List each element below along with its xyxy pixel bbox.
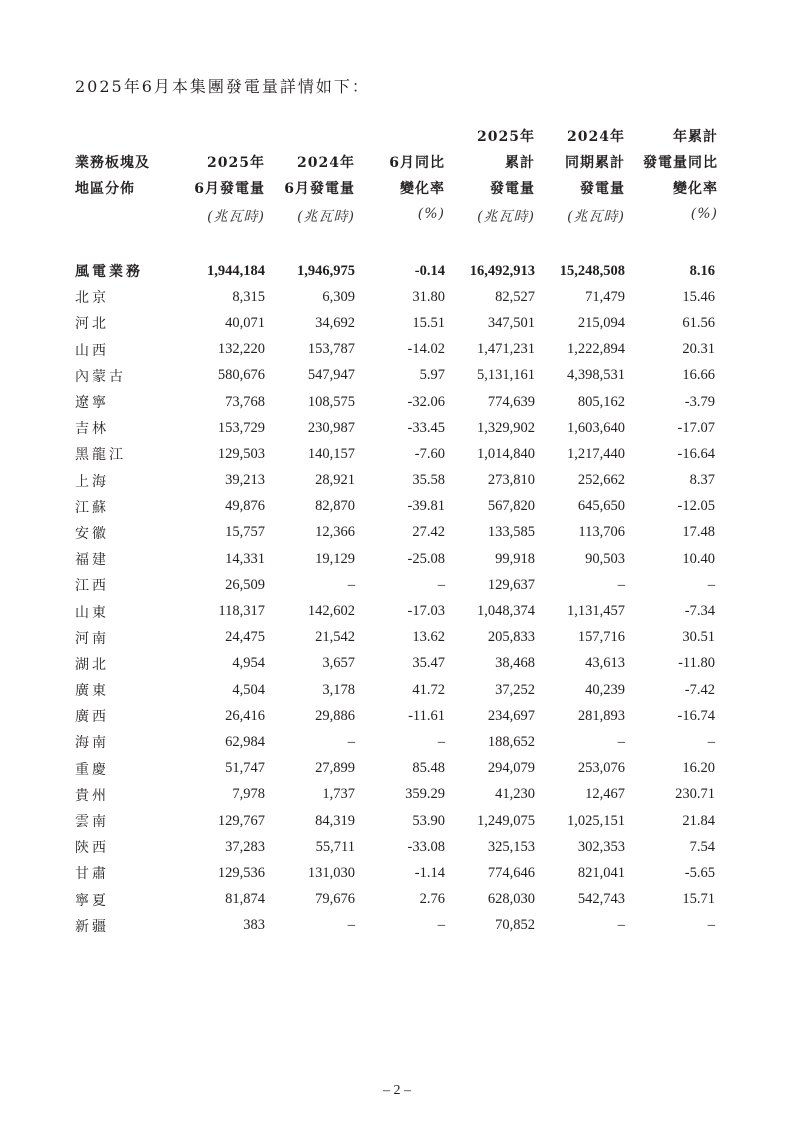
cell-value: -39.81 bbox=[407, 498, 445, 515]
region-name: 上海 bbox=[75, 473, 109, 490]
table-row bbox=[75, 284, 715, 310]
table-row bbox=[75, 729, 715, 755]
table-row bbox=[75, 913, 715, 939]
cell-value: 645,650 bbox=[577, 498, 625, 515]
cell-value: – bbox=[437, 576, 445, 593]
cell-value: – bbox=[347, 576, 355, 593]
region-name: 廣東 bbox=[75, 683, 109, 700]
cell-value: 1,217,440 bbox=[567, 445, 625, 462]
cell-value: -11.61 bbox=[408, 707, 445, 724]
cell-value: 1,131,457 bbox=[567, 603, 625, 620]
cell-value: 129,503 bbox=[217, 445, 265, 462]
cell-value: 1,603,640 bbox=[567, 419, 625, 436]
cell-value: -16.74 bbox=[677, 707, 715, 724]
cell-value: 82,870 bbox=[315, 498, 355, 515]
column-header-line: 變化率 bbox=[673, 181, 718, 197]
table-row bbox=[75, 363, 715, 389]
cell-value: 17.48 bbox=[682, 524, 715, 541]
cell-value: -32.06 bbox=[407, 393, 445, 410]
cell-value: 273,810 bbox=[487, 472, 535, 489]
cell-value: 7.54 bbox=[689, 838, 715, 855]
table-row bbox=[75, 782, 715, 808]
cell-value: 20.31 bbox=[682, 341, 715, 358]
cell-value: 99,918 bbox=[495, 550, 535, 567]
cell-value: – bbox=[347, 733, 355, 750]
region-name: 江西 bbox=[75, 578, 109, 595]
cell-value: 49,876 bbox=[225, 498, 265, 515]
column-header-line: 業務板塊及 bbox=[75, 155, 150, 171]
cell-value: 1,329,902 bbox=[477, 419, 535, 436]
column-header-line: 2025年 bbox=[477, 129, 535, 145]
table-row bbox=[75, 756, 715, 782]
cell-value: 73,768 bbox=[225, 393, 265, 410]
column-header-line: 發電量 bbox=[580, 181, 625, 197]
cell-value: 27.42 bbox=[412, 524, 445, 541]
column-unit: (兆瓦時) bbox=[567, 209, 625, 225]
table-row bbox=[75, 520, 715, 546]
cell-value: 108,575 bbox=[307, 393, 355, 410]
cell-value: 12,467 bbox=[585, 786, 625, 803]
cell-value: 2.76 bbox=[419, 891, 445, 908]
cell-value: 129,637 bbox=[487, 576, 535, 593]
cell-value: 153,787 bbox=[307, 341, 355, 358]
cell-value: – bbox=[707, 733, 715, 750]
column-header-line: 6月發電量 bbox=[284, 181, 355, 197]
cell-value: 8.16 bbox=[689, 262, 715, 279]
cell-value: 35.58 bbox=[412, 472, 445, 489]
cell-value: 53.90 bbox=[412, 812, 445, 829]
cell-value: – bbox=[617, 917, 625, 934]
table-row bbox=[75, 834, 715, 860]
cell-value: -0.14 bbox=[414, 262, 445, 279]
cell-value: 113,706 bbox=[578, 524, 625, 541]
cell-value: -17.03 bbox=[407, 603, 445, 620]
cell-value: 131,030 bbox=[307, 864, 355, 881]
table-row bbox=[75, 546, 715, 572]
table-row bbox=[75, 494, 715, 520]
cell-value: 15,248,508 bbox=[559, 262, 625, 279]
region-name: 內蒙古 bbox=[75, 368, 126, 385]
cell-value: 1,048,374 bbox=[477, 603, 535, 620]
cell-value: -33.08 bbox=[407, 838, 445, 855]
cell-value: 26,509 bbox=[225, 576, 265, 593]
region-name: 廣西 bbox=[75, 709, 109, 726]
column-unit: (兆瓦時) bbox=[297, 209, 355, 225]
cell-value: 10.40 bbox=[682, 550, 715, 567]
region-name: 風電業務 bbox=[75, 264, 143, 281]
cell-value: – bbox=[707, 917, 715, 934]
cell-value: 28,921 bbox=[315, 472, 355, 489]
region-name: 重慶 bbox=[75, 761, 109, 778]
cell-value: 133,585 bbox=[487, 524, 535, 541]
cell-value: 252,662 bbox=[577, 472, 625, 489]
cell-value: 153,729 bbox=[217, 419, 265, 436]
region-name: 甘肅 bbox=[75, 866, 109, 883]
region-name: 海南 bbox=[75, 735, 109, 752]
cell-value: 4,954 bbox=[232, 655, 265, 672]
column-header-line: 地區分佈 bbox=[75, 181, 135, 197]
cell-value: 205,833 bbox=[487, 629, 535, 646]
cell-value: 15.71 bbox=[682, 891, 715, 908]
cell-value: 85.48 bbox=[412, 760, 445, 777]
cell-value: -33.45 bbox=[407, 419, 445, 436]
cell-value: 129,767 bbox=[217, 812, 265, 829]
cell-value: 1,222,894 bbox=[567, 341, 625, 358]
region-name: 湖北 bbox=[75, 656, 109, 673]
cell-value: -16.64 bbox=[677, 445, 715, 462]
table-row bbox=[75, 703, 715, 729]
cell-value: 805,162 bbox=[577, 393, 625, 410]
cell-value: 31.80 bbox=[412, 288, 445, 305]
cell-value: 84,319 bbox=[315, 812, 355, 829]
cell-value: 40,239 bbox=[585, 681, 625, 698]
table-row bbox=[75, 310, 715, 336]
table-row bbox=[75, 468, 715, 494]
cell-value: 39,213 bbox=[225, 472, 265, 489]
cell-value: 5.97 bbox=[419, 367, 445, 384]
cell-value: -3.79 bbox=[684, 393, 715, 410]
region-name: 陝西 bbox=[75, 840, 109, 857]
cell-value: 12,366 bbox=[315, 524, 355, 541]
region-name: 山東 bbox=[75, 604, 109, 621]
column-header-line: 2024年 bbox=[297, 155, 355, 171]
region-name: 北京 bbox=[75, 290, 109, 307]
cell-value: – bbox=[707, 576, 715, 593]
cell-value: 43,613 bbox=[585, 655, 625, 672]
cell-value: 15,757 bbox=[225, 524, 265, 541]
cell-value: 5,131,161 bbox=[477, 367, 535, 384]
cell-value: 1,471,231 bbox=[477, 341, 535, 358]
table-row bbox=[75, 337, 715, 363]
region-name: 江蘇 bbox=[75, 499, 109, 516]
cell-value: 230,987 bbox=[307, 419, 355, 436]
region-name: 雲南 bbox=[75, 814, 109, 831]
cell-value: 41,230 bbox=[495, 786, 535, 803]
cell-value: 21,542 bbox=[315, 629, 355, 646]
region-name: 福建 bbox=[75, 552, 109, 569]
cell-value: 79,676 bbox=[315, 891, 355, 908]
cell-value: 34,692 bbox=[315, 314, 355, 331]
cell-value: 26,416 bbox=[225, 707, 265, 724]
cell-value: 294,079 bbox=[487, 760, 535, 777]
cell-value: – bbox=[437, 733, 445, 750]
cell-value: 215,094 bbox=[577, 314, 625, 331]
generation-table bbox=[75, 258, 715, 939]
cell-value: 4,398,531 bbox=[567, 367, 625, 384]
table-row bbox=[75, 258, 715, 284]
table-row bbox=[75, 389, 715, 415]
cell-value: 70,852 bbox=[495, 917, 535, 934]
region-name: 寧夏 bbox=[75, 892, 109, 909]
cell-value: 8.37 bbox=[689, 472, 715, 489]
cell-value: 325,153 bbox=[487, 838, 535, 855]
cell-value: 253,076 bbox=[577, 760, 625, 777]
column-unit: (兆瓦時) bbox=[477, 209, 535, 225]
cell-value: 21.84 bbox=[682, 812, 715, 829]
table-row bbox=[75, 415, 715, 441]
cell-value: 38,468 bbox=[495, 655, 535, 672]
cell-value: 3,178 bbox=[322, 681, 355, 698]
cell-value: 1,946,975 bbox=[297, 262, 355, 279]
cell-value: 13.62 bbox=[412, 629, 445, 646]
cell-value: 14,331 bbox=[225, 550, 265, 567]
cell-value: 19,129 bbox=[315, 550, 355, 567]
cell-value: 16.66 bbox=[682, 367, 715, 384]
cell-value: 35.47 bbox=[412, 655, 445, 672]
cell-value: 580,676 bbox=[217, 367, 265, 384]
cell-value: 567,820 bbox=[487, 498, 535, 515]
cell-value: 40,071 bbox=[225, 314, 265, 331]
column-header-line: 2024年 bbox=[567, 129, 625, 145]
cell-value: 16,492,913 bbox=[469, 262, 535, 279]
page-number: – 2 – bbox=[383, 1083, 411, 1098]
cell-value: 61.56 bbox=[682, 314, 715, 331]
cell-value: 547,947 bbox=[307, 367, 355, 384]
cell-value: 4,504 bbox=[232, 681, 265, 698]
cell-value: 157,716 bbox=[577, 629, 625, 646]
region-name: 安徽 bbox=[75, 525, 109, 542]
cell-value: 383 bbox=[243, 917, 265, 934]
cell-value: 1,944,184 bbox=[207, 262, 265, 279]
region-name: 山西 bbox=[75, 342, 109, 359]
cell-value: 1,249,075 bbox=[477, 812, 535, 829]
cell-value: 8,315 bbox=[232, 288, 265, 305]
cell-value: 129,536 bbox=[217, 864, 265, 881]
cell-value: 1,014,840 bbox=[477, 445, 535, 462]
column-header-line: 同期累計 bbox=[565, 155, 625, 171]
cell-value: 30.51 bbox=[682, 629, 715, 646]
column-header-line: 發電量 bbox=[490, 181, 535, 197]
cell-value: 359.29 bbox=[405, 786, 445, 803]
cell-value: 1,025,151 bbox=[567, 812, 625, 829]
cell-value: 37,283 bbox=[225, 838, 265, 855]
cell-value: -5.65 bbox=[684, 864, 715, 881]
cell-value: -1.14 bbox=[414, 864, 445, 881]
cell-value: 27,899 bbox=[315, 760, 355, 777]
table-row bbox=[75, 887, 715, 913]
cell-value: 628,030 bbox=[487, 891, 535, 908]
column-header-line: 變化率 bbox=[400, 181, 445, 197]
cell-value: 188,652 bbox=[487, 733, 535, 750]
cell-value: -12.05 bbox=[677, 498, 715, 515]
column-header-line: 6月同比 bbox=[389, 155, 445, 171]
cell-value: – bbox=[617, 576, 625, 593]
region-name: 貴州 bbox=[75, 787, 109, 804]
cell-value: 51,747 bbox=[225, 760, 265, 777]
region-name: 河北 bbox=[75, 316, 109, 333]
table-row bbox=[75, 808, 715, 834]
cell-value: 3,657 bbox=[322, 655, 355, 672]
cell-value: 29,886 bbox=[315, 707, 355, 724]
cell-value: -7.34 bbox=[684, 603, 715, 620]
cell-value: 142,602 bbox=[307, 603, 355, 620]
table-row bbox=[75, 441, 715, 467]
cell-value: 24,475 bbox=[225, 629, 265, 646]
cell-value: 774,639 bbox=[487, 393, 535, 410]
cell-value: 774,646 bbox=[487, 864, 535, 881]
cell-value: 15.51 bbox=[412, 314, 445, 331]
column-header-line: 6月發電量 bbox=[194, 181, 265, 197]
cell-value: 7,978 bbox=[232, 786, 265, 803]
cell-value: 37,252 bbox=[495, 681, 535, 698]
cell-value: 71,479 bbox=[585, 288, 625, 305]
cell-value: 234,697 bbox=[487, 707, 535, 724]
table-row bbox=[75, 625, 715, 651]
cell-value: 302,353 bbox=[577, 838, 625, 855]
cell-value: 118,317 bbox=[218, 603, 265, 620]
cell-value: 347,501 bbox=[487, 314, 535, 331]
cell-value: 1,737 bbox=[322, 786, 355, 803]
cell-value: 281,893 bbox=[577, 707, 625, 724]
region-name: 新疆 bbox=[75, 918, 109, 935]
cell-value: – bbox=[437, 917, 445, 934]
table-row bbox=[75, 677, 715, 703]
cell-value: -25.08 bbox=[407, 550, 445, 567]
cell-value: – bbox=[347, 917, 355, 934]
region-name: 遼寧 bbox=[75, 395, 109, 412]
cell-value: 82,527 bbox=[495, 288, 535, 305]
intro-text: 2025年6月本集團發電量詳情如下： bbox=[75, 77, 370, 96]
cell-value: – bbox=[617, 733, 625, 750]
table-row bbox=[75, 572, 715, 598]
column-header-line: 發電量同比 bbox=[643, 155, 718, 171]
region-name: 吉林 bbox=[75, 421, 109, 438]
column-header-line: 年累計 bbox=[673, 129, 718, 145]
column-unit: (兆瓦時) bbox=[207, 209, 265, 225]
column-header-line: 累計 bbox=[505, 155, 535, 171]
table-row bbox=[75, 598, 715, 624]
cell-value: 140,157 bbox=[307, 445, 355, 462]
column-unit: (%) bbox=[690, 206, 718, 222]
cell-value: 821,041 bbox=[577, 864, 625, 881]
cell-value: 16.20 bbox=[682, 760, 715, 777]
cell-value: 90,503 bbox=[585, 550, 625, 567]
region-name: 黑龍江 bbox=[75, 447, 126, 464]
cell-value: 15.46 bbox=[682, 288, 715, 305]
table-row bbox=[75, 860, 715, 886]
cell-value: 62,984 bbox=[225, 733, 265, 750]
cell-value: 41.72 bbox=[412, 681, 445, 698]
cell-value: -17.07 bbox=[677, 419, 715, 436]
cell-value: 55,711 bbox=[315, 838, 355, 855]
cell-value: -14.02 bbox=[407, 341, 445, 358]
column-unit: (%) bbox=[417, 206, 445, 222]
cell-value: -7.42 bbox=[684, 681, 715, 698]
cell-value: -11.80 bbox=[678, 655, 715, 672]
table-row bbox=[75, 651, 715, 677]
cell-value: -7.60 bbox=[414, 445, 445, 462]
region-name: 河南 bbox=[75, 630, 109, 647]
cell-value: 81,874 bbox=[225, 891, 265, 908]
cell-value: 230.71 bbox=[675, 786, 715, 803]
cell-value: 542,743 bbox=[577, 891, 625, 908]
column-header-line: 2025年 bbox=[207, 155, 265, 171]
cell-value: 6,309 bbox=[322, 288, 355, 305]
cell-value: 132,220 bbox=[217, 341, 265, 358]
